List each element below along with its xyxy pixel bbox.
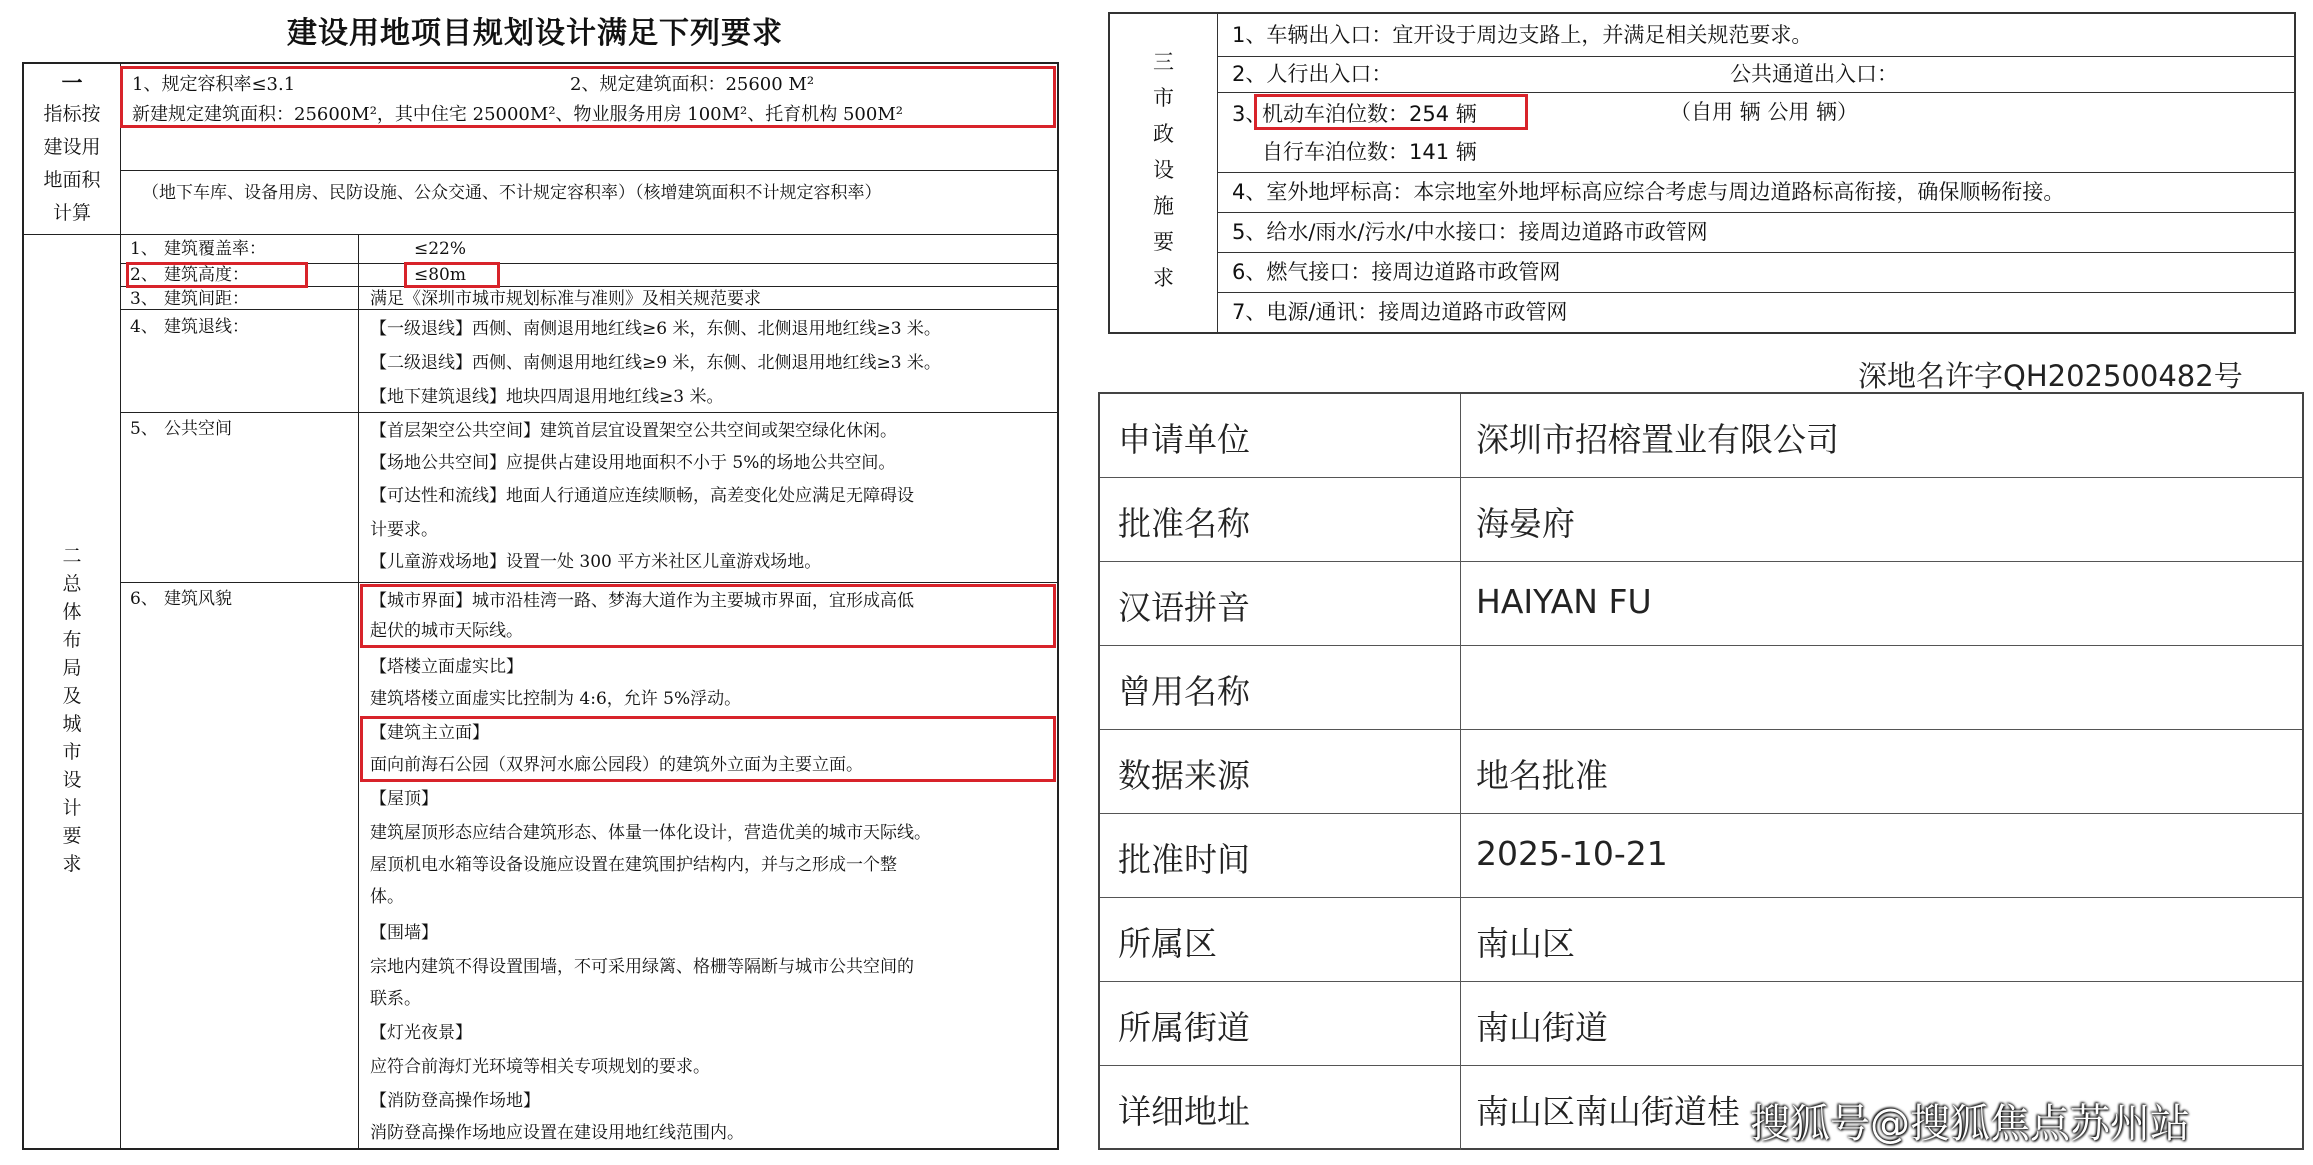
- highlight-box: [126, 262, 308, 288]
- pedestrian-entrance-text: 2、人行出入口：: [1232, 62, 1393, 86]
- highlight-box: [1254, 94, 1528, 130]
- planning-requirements-document: [0, 0, 1070, 1165]
- section-divider: [24, 234, 1057, 235]
- style-line: 消防登高操作场地应设置在建设用地红线范围内。: [370, 1123, 744, 1143]
- gas-interface-text: 6、燃气接口：接周边道路市政管网: [1232, 260, 1561, 284]
- column-divider: [1460, 1066, 1461, 1150]
- style-line: 【塔楼立面虚实比】: [370, 657, 523, 677]
- row-divider: [1218, 56, 2294, 57]
- section-1-number: 一: [61, 70, 83, 95]
- style-line: 联系。: [370, 989, 421, 1009]
- style-line: 应符合前海灯光环境等相关专项规划的要求。: [370, 1057, 710, 1077]
- section-3-label: 三 市 政 设 施 要 求: [1110, 14, 1218, 332]
- row-label: 详细地址: [1118, 1092, 1250, 1131]
- row-label: 批准名称: [1118, 504, 1250, 543]
- public-space-line: 【儿童游戏场地】设置一处 300 平方米社区儿童游戏场地。: [370, 552, 822, 572]
- place-name-approval-table: [1098, 392, 2304, 1150]
- section-column-divider: [120, 64, 121, 1148]
- table-row: [1100, 898, 2302, 982]
- spacing-label: 建筑间距：: [164, 289, 249, 309]
- setback-line: 【二级退线】西侧、南侧退用地红线≥9 米，东侧、北侧退用地红线≥3 米。: [370, 353, 941, 373]
- public-space-line: 【场地公共空间】应提供占建设用地面积不小于 5%的场地公共空间。: [370, 453, 896, 473]
- table-row: [1100, 730, 2302, 814]
- style-line: 起伏的城市天际线。: [370, 621, 523, 641]
- new-building-area-text: 新建规定建筑面积：25600M²，其中住宅 25000M²、物业服务用房 100M²、托育机构 500M²: [132, 104, 903, 125]
- column-divider: [1460, 394, 1461, 477]
- item-number: 5、: [130, 419, 158, 439]
- row-label: 所属区: [1118, 924, 1217, 963]
- setback-line: 【地下建筑退线】地块四周退用地红线≥3 米。: [370, 387, 724, 407]
- row-label: 申请单位: [1118, 420, 1250, 459]
- address-value: 南山区南山街道桂: [1476, 1092, 1740, 1131]
- table-row: [1100, 562, 2302, 646]
- column-divider: [1460, 898, 1461, 981]
- highlight-box: [404, 262, 500, 288]
- row-divider: [1218, 212, 2294, 213]
- column-divider: [1460, 478, 1461, 561]
- section-2-label: 二 总 体 布 局 及 城 市 设 计 要 求: [62, 545, 82, 875]
- permit-number: 深地名许字QH202500482号: [1858, 359, 2243, 393]
- item-number: 6、: [130, 589, 158, 609]
- row-divider: [1218, 92, 2294, 93]
- row-label: 批准时间: [1118, 840, 1250, 879]
- data-source-value: 地名批准: [1476, 756, 1608, 795]
- highlight-box: [360, 584, 1056, 648]
- height-value: ≤80m: [414, 265, 466, 285]
- style-label: 建筑风貌: [164, 589, 232, 609]
- row-label: 数据来源: [1118, 756, 1250, 795]
- column-divider: [1460, 814, 1461, 897]
- row-divider: [1218, 252, 2294, 253]
- style-line: 建筑塔楼立面虚实比控制为 4:6，允许 5%浮动。: [370, 689, 742, 709]
- parking-spaces-text: 机动车泊位数：254 辆: [1262, 102, 1477, 126]
- column-divider: [1460, 646, 1461, 729]
- water-interface-text: 5、给水/雨水/污水/中水接口：接周边道路市政管网: [1232, 220, 1708, 244]
- table-row: [1100, 646, 2302, 730]
- watermark: 搜狐号@搜狐焦点苏州站: [1750, 1101, 2190, 1147]
- public-space-line: 【可达性和流线】地面人行通道应连续顺畅，高差变化处应满足无障碍设: [370, 486, 914, 506]
- pinyin-value: HAIYAN FU: [1476, 582, 1652, 621]
- vehicle-entrance-text: 1、车辆出入口：宜开设于周边支路上，并满足相关规范要求。: [1232, 23, 1813, 47]
- style-line: 屋顶机电水箱等设备设施应设置在建筑围护结构内，并与之形成一个整: [370, 855, 897, 875]
- table-row: [1100, 478, 2302, 562]
- spacing-value: 满足《深圳市城市规划标准与准则》及相关规范要求: [370, 289, 761, 309]
- style-line: 宗地内建筑不得设置围墙，不可采用绿篱、格栅等隔断与城市公共空间的: [370, 957, 914, 977]
- height-label: 建筑高度：: [164, 265, 249, 285]
- column-divider: [1460, 982, 1461, 1065]
- approved-name-value: 海晏府: [1476, 504, 1575, 543]
- row-label: 曾用名称: [1118, 672, 1250, 711]
- item-number: 3、: [130, 289, 158, 309]
- municipal-facilities-table: [1108, 12, 2296, 334]
- parking-split-text: （自用 辆 公用 辆）: [1670, 100, 1859, 124]
- table-row: [1100, 394, 2302, 478]
- public-space-line: 【首层架空公共空间】建筑首层宜设置架空公共空间或架空绿化休闲。: [370, 421, 897, 441]
- style-line: 【城市界面】城市沿桂湾一路、梦海大道作为主要城市界面，宜形成高低: [370, 591, 914, 611]
- highlight-box: [120, 66, 1056, 128]
- bicycle-spaces-text: 自行车泊位数：141 辆: [1262, 140, 1477, 164]
- building-area-text: 2、规定建筑面积：25600 M²: [570, 74, 815, 95]
- public-space-line: 计要求。: [370, 520, 438, 540]
- ground-elevation-text: 4、室外地坪标高：本宗地室外地坪标高应综合考虑与周边道路标高衔接，确保顺畅衔接。: [1232, 180, 2065, 204]
- style-line: 【消防登高操作场地】: [370, 1091, 540, 1111]
- style-line: 【围墙】: [370, 923, 438, 943]
- item-column-divider: [358, 234, 359, 1148]
- style-line: 体。: [370, 887, 404, 907]
- coverage-label: 建筑覆盖率：: [164, 239, 266, 259]
- table-row: [1100, 982, 2302, 1066]
- row-divider: [120, 412, 1057, 413]
- coverage-value: ≤22%: [414, 239, 467, 259]
- row-label: 汉语拼音: [1118, 588, 1250, 627]
- item-number: 4、: [130, 317, 158, 337]
- public-passage-text: 公共通道出入口：: [1730, 62, 1898, 86]
- area-note-text: （地下车库、设备用房、民防设施、公众交通、不计规定容积率）（核增建筑面积不计规定容积率）: [142, 183, 882, 203]
- column-divider: [1460, 730, 1461, 813]
- subdistrict-value: 南山街道: [1476, 1008, 1608, 1047]
- row-divider: [120, 170, 1057, 171]
- approval-date-value: 2025-10-21: [1476, 834, 1668, 873]
- item-number: 2、: [130, 265, 158, 285]
- row-label: 所属街道: [1118, 1008, 1250, 1047]
- style-line: 【灯光夜景】: [370, 1023, 472, 1043]
- row-divider: [1218, 292, 2294, 293]
- row-divider: [120, 582, 1057, 583]
- item-number: 1、: [130, 239, 158, 259]
- applicant-value: 深圳市招榕置业有限公司: [1476, 420, 1839, 459]
- column-divider: [1460, 562, 1461, 645]
- style-line: 面向前海石公园（双界河水廊公园段）的建筑外立面为主要立面。: [370, 755, 863, 775]
- setback-line: 【一级退线】西侧、南侧退用地红线≥6 米，东侧、北侧退用地红线≥3 米。: [370, 319, 941, 339]
- power-telecom-text: 7、电源/通讯：接周边道路市政管网: [1232, 300, 1568, 324]
- highlight-box: [360, 716, 1056, 782]
- setback-label: 建筑退线：: [164, 317, 249, 337]
- document-title: 建设用地项目规划设计满足下列要求: [287, 16, 783, 51]
- plot-ratio-text: 1、规定容积率≤3.1: [132, 74, 296, 95]
- requirements-table: [22, 62, 1059, 1150]
- style-line: 【屋顶】: [370, 789, 438, 809]
- item-number: 3、: [1232, 102, 1267, 126]
- district-value: 南山区: [1476, 924, 1575, 963]
- table-row: [1100, 814, 2302, 898]
- public-space-label: 公共空间: [164, 419, 232, 439]
- row-divider: [1218, 172, 2294, 173]
- section-1-label: 指标按 建设用 地面积 计算: [43, 103, 101, 224]
- style-line: 建筑屋顶形态应结合建筑形态、体量一体化设计，营造优美的城市天际线。: [370, 823, 931, 843]
- style-line: 【建筑主立面】: [370, 723, 489, 743]
